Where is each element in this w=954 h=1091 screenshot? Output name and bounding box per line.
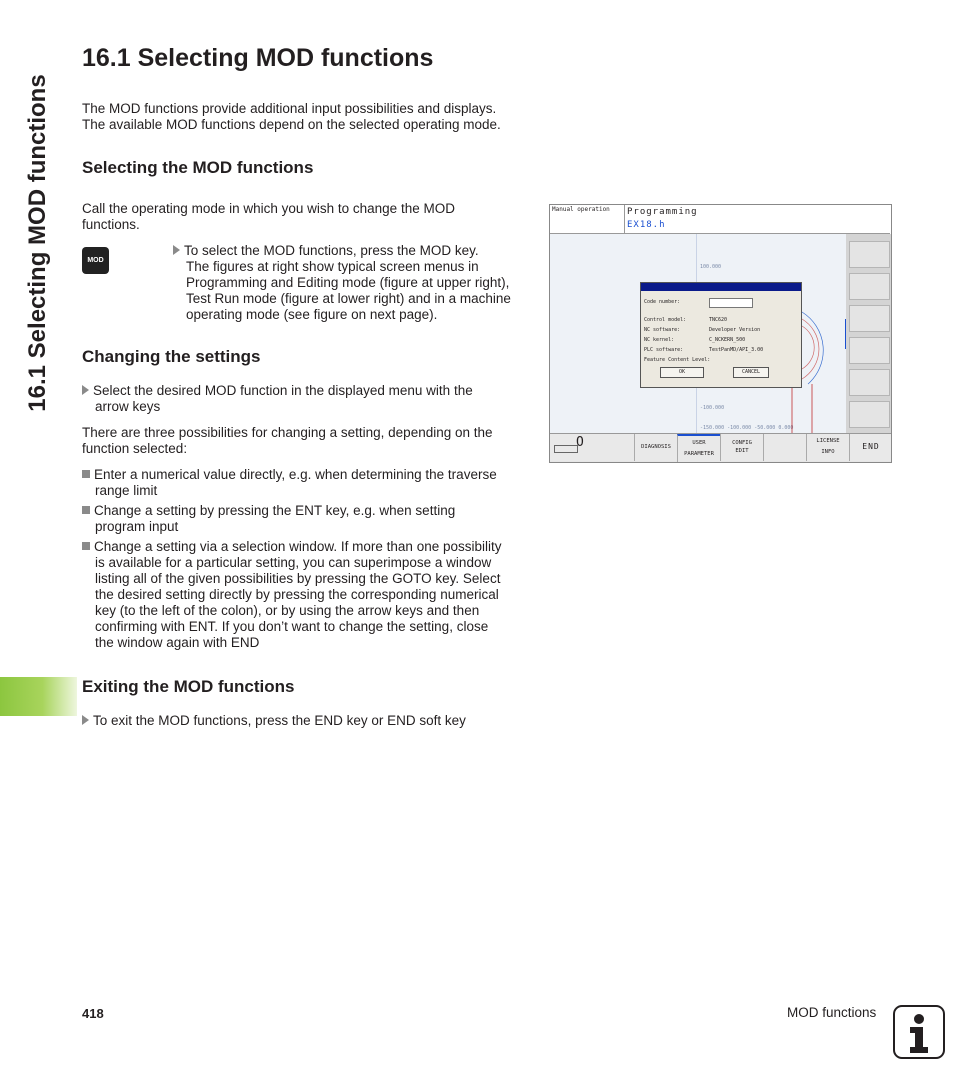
dialog-titlebar xyxy=(641,283,801,291)
toggle-softkey[interactable]: O xyxy=(550,434,634,461)
exiting-step: To exit the MOD functions, press the END key or END soft key xyxy=(82,713,466,729)
dialog-info-keys: Control model: NC software: NC kernel: PLC software: Feature Content Level: xyxy=(644,317,711,363)
license-info-softkey[interactable]: LICENSE INFO xyxy=(806,434,849,461)
mode-panel: Manual operation xyxy=(550,205,625,234)
vertical-softkey[interactable] xyxy=(849,401,890,428)
vertical-softkey[interactable] xyxy=(849,273,890,300)
list-item: Change a setting via a selection window. If more than one possibility is available for a particular setting, you can superimpose a window listing all of the given possibilities by pressing the GOTO key. Select the desired setting directly by pressing the corresponding numerical key (to the left of the colon), or by using the arrow keys and then confirming with ENT. If you don’t want to change the setting, close the window again with END xyxy=(82,539,532,651)
section-title-exiting: Exiting the MOD functions xyxy=(82,677,295,696)
bullet-square-icon xyxy=(82,542,90,550)
changing-paragraph: There are three possibilities for changing a setting, depending on the function selected: xyxy=(82,425,493,456)
bullet-square-icon xyxy=(82,470,90,478)
vertical-softkey[interactable] xyxy=(849,369,890,396)
footer-chapter: MOD functions xyxy=(787,1005,877,1020)
list-item: Enter a numerical value directly, e.g. when determining the traverse range limit xyxy=(82,467,532,499)
step-arrow-icon xyxy=(82,715,89,725)
cancel-button[interactable]: CANCEL xyxy=(733,367,769,378)
step-arrow-icon xyxy=(82,385,89,395)
config-edit-softkey[interactable]: CONFIG EDIT xyxy=(720,434,763,461)
mod-dialog: Code number: Control model: NC software: NC kernel: PLC software: Feature Content Level: TNC620 Developer Version C_NCKERN_500 TestPanMD/API_3.00 OK CANCEL xyxy=(640,282,802,388)
user-parameter-softkey[interactable]: USER PARAMETER xyxy=(677,434,720,463)
mod-key-icon: MOD xyxy=(82,247,109,274)
program-header: Programming EX18.h xyxy=(625,205,890,234)
section-title-selecting: Selecting the MOD functions xyxy=(82,158,314,177)
diagnosis-softkey[interactable]: DIAGNOSIS xyxy=(634,434,677,461)
graphics-area: 100.000 -100.000 -150.000 -100.000 -50.000 0.000 Code number: Control model: NC software: NC kernel: PLC software: Feature Content Level: TNC620 Developer Version C_NCKERN_500 TestPanMD/API_3.00 OK CANCEL xyxy=(550,234,846,434)
vertical-softkey[interactable] xyxy=(849,337,890,364)
page-number: 418 xyxy=(82,1006,104,1021)
step-arrow-icon xyxy=(173,245,180,255)
bullet-list xyxy=(82,467,532,651)
vertical-softkey[interactable] xyxy=(849,305,890,332)
selecting-step: To select the MOD functions, press the MOD key. The figures at right show typical screen menus in Programming and Editing mode (figure at upper right), Test Run mode (figure at lower right) and in a machine operating mode (see figure on next page). xyxy=(173,243,511,323)
list-item: Change a setting by pressing the ENT key, e.g. when setting program input xyxy=(82,503,532,535)
info-icon xyxy=(893,1005,945,1059)
side-chapter-title: 16.1 Selecting MOD functions xyxy=(24,74,51,412)
section-title-changing: Changing the settings xyxy=(82,347,261,366)
selecting-paragraph: Call the operating mode in which you wish to change the MOD functions. xyxy=(82,201,455,232)
empty-softkey[interactable] xyxy=(763,434,806,461)
control-screenshot xyxy=(549,204,892,463)
end-softkey[interactable]: END xyxy=(849,434,892,461)
ok-button[interactable]: OK xyxy=(660,367,704,378)
vertical-softkey[interactable] xyxy=(849,241,890,268)
changing-step: Select the desired MOD function in the displayed menu with the arrow keys xyxy=(82,383,473,415)
bullet-square-icon xyxy=(82,506,90,514)
vertical-softkey-bar xyxy=(846,234,891,434)
dialog-info-values: TNC620 Developer Version C_NCKERN_500 TestPanMD/API_3.00 xyxy=(709,317,764,353)
intro-paragraph: The MOD functions provide additional input possibilities and displays. The available MOD functions depend on the selected operating mode. xyxy=(82,101,501,132)
page-title: 16.1 Selecting MOD functions xyxy=(82,44,434,72)
chapter-tab-marker xyxy=(0,677,77,716)
code-number-input[interactable] xyxy=(709,298,753,308)
